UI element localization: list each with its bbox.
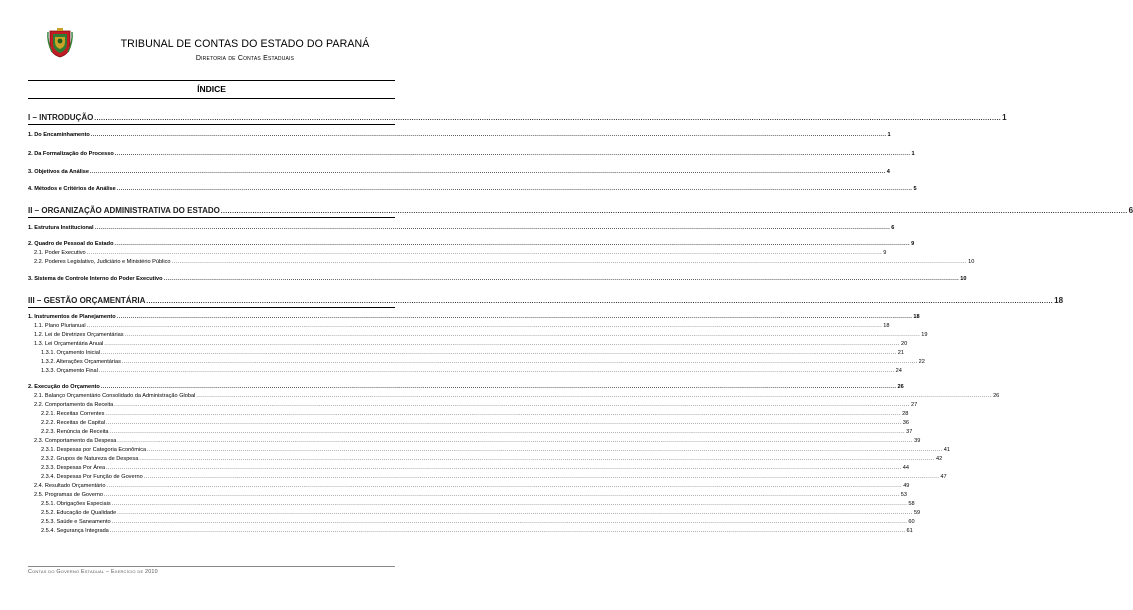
toc-entry-row [28, 456, 943, 462]
toc-page-number: 58 [908, 501, 915, 507]
toc-page-number: 9 [911, 241, 915, 247]
institution-title: TRIBUNAL DE CONTAS DO ESTADO DO PARANÁ [120, 38, 370, 50]
toc-page-number: 21 [897, 350, 904, 356]
toc-entry-title: 2.2.1. Receitas Correntes [41, 411, 105, 417]
toc-entry-title: 1. Do Encaminhamento [28, 132, 90, 138]
toc-page-number: 9 [883, 250, 887, 256]
toc-entry-title: 1.3. Lei Orçamentária Anual [34, 341, 104, 347]
toc-entry-row [28, 483, 910, 489]
toc-entry-title: 2.5. Programas de Governo [34, 492, 104, 498]
toc-entry-title: 2.3.1. Despesas por Categoria Econômica [41, 447, 147, 453]
toc-entry-row [28, 402, 918, 408]
toc-entry-title: 2.5.2. Educação de Qualidade [41, 510, 117, 516]
toc-entry-title: 3. Objetivos da Análise [28, 169, 90, 175]
toc-page-number: 42 [936, 456, 943, 462]
toc-entry-title: 4. Métodos e Critérios de Análise [28, 186, 116, 192]
toc-dot-leader: ................................................................................................................................................................................................................................................................................................................................................................................................................ [139, 456, 935, 462]
section-underline [28, 217, 395, 218]
toc-dot-leader: ................................................................................................................................................................................................................................................................................................................................................................................................................ [106, 420, 902, 426]
toc-page-number: 26 [993, 393, 1000, 399]
toc-page-number: 44 [902, 465, 909, 471]
footer-text: Contas do Governo Estadual – Exercício de 2010 [28, 569, 158, 575]
toc-page-number: 1 [887, 132, 891, 138]
toc-entry-title: 1. Estrutura Institucional [28, 225, 94, 231]
toc-page-number: 39 [914, 438, 921, 444]
toc-entry-title: 1.3.1. Orçamento Inicial [41, 350, 101, 356]
toc-page-number: 10 [968, 259, 975, 265]
toc-dot-leader: ................................................................................................................................................................................................................................................................................................................................................................................................................ [86, 323, 883, 329]
toc-dot-leader: ................................................................................................................................................................................................................................................................................................................................................................................................................ [147, 447, 943, 453]
toc-page-number: 59 [913, 510, 921, 516]
toc-dot-leader: ................................................................................................................................................................................................................................................................................................................................................................................................................ [111, 519, 908, 525]
toc-page-number: 18 [1054, 296, 1064, 305]
toc-dot-leader: ................................................................................................................................................................................................................................................................................................................................................................................................................ [100, 384, 897, 390]
toc-page-number: 37 [906, 429, 913, 435]
toc-entry-title: 2.5.4. Segurança Integrada [41, 528, 109, 534]
toc-entry-row [28, 350, 904, 356]
toc-dot-leader: ................................................................................................................................................................................................................................................................................................................................................................................................................ [196, 393, 993, 399]
toc-entry-title: 3. Sistema de Controle Interno do Poder Executivo [28, 276, 163, 282]
toc-page-number: 27 [910, 402, 918, 408]
toc-dot-leader: ................................................................................................................................................................................................................................................................................................................................................................................................................ [90, 169, 886, 175]
toc-page-number: 10 [960, 276, 967, 282]
toc-entry-row [28, 186, 917, 192]
toc-entry-row [28, 241, 915, 247]
toc-page-number: 47 [940, 474, 947, 480]
toc-entry-title: 2.2. Poderes Legislativo, Judiciário e Ministério Público [34, 259, 171, 265]
toc-entry-row [28, 368, 902, 374]
toc-entry-title: 2.1. Poder Executivo [34, 250, 86, 256]
toc-entry-row [28, 438, 921, 444]
toc-page-number: 24 [895, 368, 902, 374]
footer-rule [28, 566, 395, 567]
toc-dot-leader: ................................................................................................................................................................................................................................................................................................................................................................................................................ [116, 314, 913, 320]
toc-page-number: 1 [911, 151, 915, 157]
toc-entry-row [28, 519, 915, 525]
toc-dot-leader: ................................................................................................................................................................................................................................................................................................................................................................................................................ [94, 225, 891, 231]
toc-page-number: 28 [902, 411, 909, 417]
toc-page-number: 26 [897, 384, 904, 390]
section-underline [28, 124, 395, 125]
toc-dot-leader: ................................................................................................................................................................................................................................................................................................................................................................................................................ [220, 209, 1128, 215]
toc-page-number: 22 [918, 359, 925, 365]
toc-dot-leader: ................................................................................................................................................................................................................................................................................................................................................................................................................ [109, 528, 906, 534]
toc-entry-title: 2.2.2. Receitas de Capital [41, 420, 106, 426]
toc-page-number: 41 [943, 447, 951, 453]
toc-entry-title: III – GESTÃO ORÇAMENTÁRIA [28, 296, 146, 305]
toc-entry-row [28, 132, 891, 138]
toc-entry-row [28, 250, 887, 256]
toc-entry-row [28, 528, 913, 534]
toc-page-number: 6 [1128, 206, 1133, 215]
toc-section-row [28, 206, 1133, 215]
toc-page-number: 1 [1002, 113, 1007, 122]
toc-dot-leader: ................................................................................................................................................................................................................................................................................................................................................................................................................ [114, 402, 910, 408]
toc-entry-title: 2.5.1. Obrigações Especiais [41, 501, 111, 507]
toc-entry-title: 2.3.2. Grupos de Natureza de Despesa [41, 456, 139, 462]
toc-page-number: 19 [921, 332, 928, 338]
toc-entry-title: 2.2. Comportamento da Receita [34, 402, 114, 408]
toc-entry-title: 1.3.2. Alterações Orçamentárias [41, 359, 121, 365]
toc-entry-title: 2.4. Resultado Orçamentário [34, 483, 106, 489]
toc-dot-leader: ................................................................................................................................................................................................................................................................................................................................................................................................................ [117, 510, 913, 516]
toc-entry-row [28, 465, 909, 471]
toc-dot-leader: ................................................................................................................................................................................................................................................................................................................................................................................................................ [116, 186, 913, 192]
toc-dot-leader: ................................................................................................................................................................................................................................................................................................................................................................................................................ [124, 332, 921, 338]
toc-dot-leader: ................................................................................................................................................................................................................................................................................................................................................................................................................ [86, 250, 883, 256]
toc-entry-row [28, 341, 908, 347]
toc-entry-title: 2.3. Comportamento da Despesa [34, 438, 117, 444]
toc-dot-leader: ................................................................................................................................................................................................................................................................................................................................................................................................................ [98, 368, 895, 374]
toc-entry-row [28, 314, 920, 320]
toc-dot-leader: ................................................................................................................................................................................................................................................................................................................................................................................................................ [104, 341, 901, 347]
toc-page-number: 61 [906, 528, 913, 534]
toc-page-number: 18 [913, 314, 920, 320]
toc-page-number: 18 [883, 323, 890, 329]
toc-dot-leader: ................................................................................................................................................................................................................................................................................................................................................................................................................ [106, 483, 903, 489]
toc-dot-leader: ................................................................................................................................................................................................................................................................................................................................................................................................................ [94, 116, 1002, 122]
toc-dot-leader: ................................................................................................................................................................................................................................................................................................................................................................................................................ [114, 241, 911, 247]
toc-entry-row [28, 276, 967, 282]
toc-entry-row [28, 411, 909, 417]
toc-entry-row [28, 492, 907, 498]
toc-entry-row [28, 332, 928, 338]
toc-entry-title: 1.2. Lei de Diretrizes Orçamentárias [34, 332, 124, 338]
toc-entry-row [28, 510, 921, 516]
toc-entry-row [28, 151, 915, 157]
toc-entry-title: 2. Execução do Orçamento [28, 384, 100, 390]
toc-entry-title: 1.3.3. Orçamento Final [41, 368, 98, 374]
toc-entry-title: 2.3.3. Despesas Por Área [41, 465, 106, 471]
toc-dot-leader: ................................................................................................................................................................................................................................................................................................................................................................................................................ [143, 474, 940, 480]
toc-entry-row [28, 225, 895, 231]
toc-entry-row [28, 169, 890, 175]
toc-section-row [28, 113, 1007, 122]
department-subtitle: Diretoria de Contas Estaduais [195, 55, 295, 62]
toc-entry-title: 2. Da Formalização do Processo [28, 151, 114, 157]
toc-entry-row [28, 259, 975, 265]
toc-dot-leader: ................................................................................................................................................................................................................................................................................................................................................................................................................ [111, 501, 908, 507]
index-bottom-rule [28, 98, 395, 99]
toc-entry-title: I – INTRODUÇÃO [28, 113, 94, 122]
toc-dot-leader: ................................................................................................................................................................................................................................................................................................................................................................................................................ [146, 299, 1054, 305]
toc-dot-leader: ................................................................................................................................................................................................................................................................................................................................................................................................................ [101, 350, 897, 356]
toc-dot-leader: ................................................................................................................................................................................................................................................................................................................................................................................................................ [121, 359, 918, 365]
toc-page-number: 5 [913, 186, 917, 192]
toc-dot-leader: ................................................................................................................................................................................................................................................................................................................................................................................................................ [171, 259, 968, 265]
toc-dot-leader: ................................................................................................................................................................................................................................................................................................................................................................................................................ [109, 429, 906, 435]
toc-entry-row [28, 474, 947, 480]
parana-seal-icon [47, 28, 73, 58]
toc-entry-row [28, 359, 925, 365]
toc-entry-row [28, 393, 1000, 399]
toc-entry-title: 2.1. Balanço Orçamentário Consolidado da Administração Global [34, 393, 196, 399]
toc-entry-title: 1.1. Plano Plurianual [34, 323, 86, 329]
toc-entry-title: 1. Instrumentos de Planejamento [28, 314, 116, 320]
toc-page-number: 49 [903, 483, 910, 489]
index-title: ÍNDICE [197, 84, 226, 94]
toc-entry-row [28, 384, 904, 390]
toc-dot-leader: ................................................................................................................................................................................................................................................................................................................................................................................................................ [104, 492, 900, 498]
toc-dot-leader: ................................................................................................................................................................................................................................................................................................................................................................................................................ [106, 465, 902, 471]
toc-page-number: 36 [902, 420, 909, 426]
toc-entry-row [28, 501, 915, 507]
toc-entry-title: 2.5.3. Saúde e Saneamento [41, 519, 111, 525]
toc-page-number: 6 [891, 225, 895, 231]
toc-entry-title: II – ORGANIZAÇÃO ADMINISTRATIVA DO ESTADO [28, 206, 220, 215]
toc-entry-title: 2.2.3. Renúncia de Receita [41, 429, 109, 435]
toc-page-number: 20 [901, 341, 908, 347]
toc-entry-row [28, 447, 951, 453]
section-underline [28, 307, 395, 308]
toc-entry-row [28, 420, 909, 426]
index-top-rule [28, 80, 395, 81]
toc-entry-row [28, 323, 890, 329]
toc-dot-leader: ................................................................................................................................................................................................................................................................................................................................................................................................................ [105, 411, 902, 417]
toc-dot-leader: ................................................................................................................................................................................................................................................................................................................................................................................................................ [163, 276, 960, 282]
toc-page-number: 60 [908, 519, 915, 525]
toc-page-number: 4 [886, 169, 890, 175]
toc-entry-title: 2. Quadro de Pessoal do Estado [28, 241, 114, 247]
toc-entry-row [28, 429, 913, 435]
toc-dot-leader: ................................................................................................................................................................................................................................................................................................................................................................................................................ [114, 151, 911, 157]
toc-page-number: 53 [900, 492, 907, 498]
toc-section-row [28, 296, 1064, 305]
toc-dot-leader: ................................................................................................................................................................................................................................................................................................................................................................................................................ [90, 132, 887, 138]
toc-entry-title: 2.3.4. Despesas Por Função de Governo [41, 474, 143, 480]
toc-dot-leader: ................................................................................................................................................................................................................................................................................................................................................................................................................ [117, 438, 914, 444]
